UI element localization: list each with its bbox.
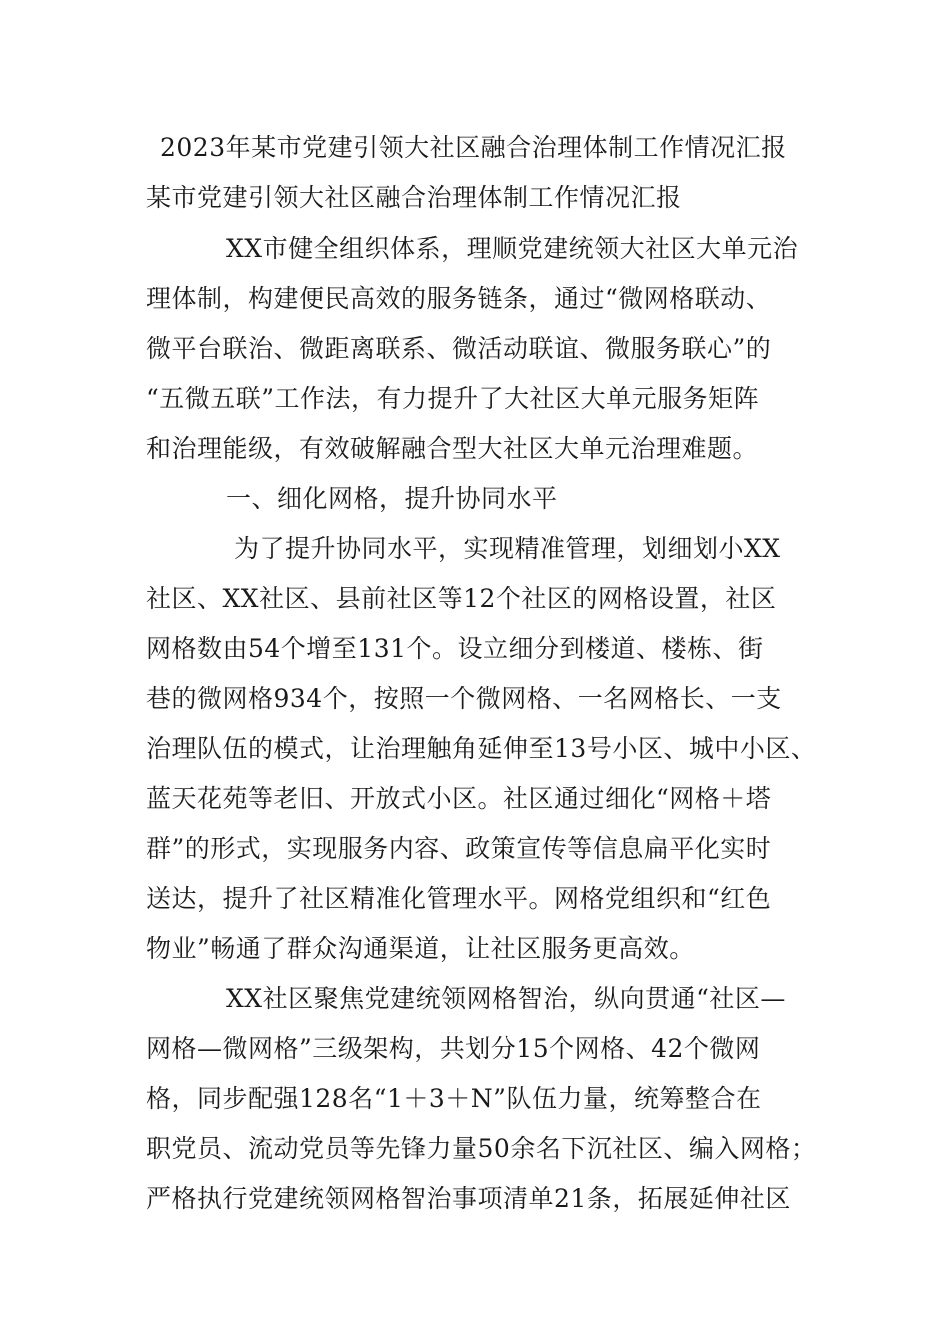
- paragraph-line: 群”的形式，实现服务内容、政策宣传等信息扁平化实时: [146, 834, 772, 863]
- document-title: 2023年某市党建引领大社区融合治理体制工作情况汇报: [160, 133, 787, 162]
- paragraph-line: 微平台联治、微距离联系、微活动联谊、微服务联心”的: [146, 334, 772, 363]
- paragraph-line: “五微五联”工作法，有力提升了大社区大单元服务矩阵: [146, 384, 760, 413]
- paragraph-line: 严格执行党建统领网格智治事项清单21条，拓展延伸社区: [146, 1184, 791, 1213]
- paragraph-line: 蓝天花苑等老旧、开放式小区。社区通过细化“网格＋塔: [146, 784, 772, 813]
- paragraph-line: 物业”畅通了群众沟通渠道，让社区服务更高效。: [146, 934, 695, 963]
- paragraph-line: 格，同步配强128名“1＋3＋N”队伍力量，统筹整合在: [146, 1084, 762, 1113]
- paragraph-line: 网格数由54个增至131个。设立细分到楼道、楼栋、街: [146, 634, 764, 663]
- paragraph-line: 职党员、流动党员等先锋力量50余名下沉社区、编入网格；: [146, 1134, 817, 1163]
- paragraph-line: 理体制，构建便民高效的服务链条，通过“微网格联动、: [146, 284, 772, 313]
- paragraph-line: XX社区聚焦党建统领网格智治，纵向贯通“社区—: [226, 984, 786, 1013]
- paragraph-line: 社区、XX社区、县前社区等12个社区的网格设置，社区: [146, 584, 777, 613]
- paragraph-line: XX市健全组织体系，理顺党建统领大社区大单元治: [226, 234, 799, 263]
- document-subtitle: 某市党建引领大社区融合治理体制工作情况汇报: [146, 183, 682, 212]
- section-heading: 一、细化网格，提升协同水平: [226, 484, 558, 513]
- paragraph-line: 巷的微网格934个，按照一个微网格、一名网格长、一支: [146, 684, 782, 713]
- paragraph-line: 治理队伍的模式，让治理触角延伸至13号小区、城中小区、: [146, 734, 817, 763]
- paragraph-line: 为了提升协同水平，实现精准管理，划细划小XX: [234, 534, 781, 563]
- paragraph-line: 网格—微网格”三级架构，共划分15个网格、42个微网: [146, 1034, 761, 1063]
- paragraph-line: 和治理能级，有效破解融合型大社区大单元治理难题。: [146, 434, 759, 463]
- paragraph-line: 送达，提升了社区精准化管理水平。网格党组织和“红色: [146, 884, 772, 913]
